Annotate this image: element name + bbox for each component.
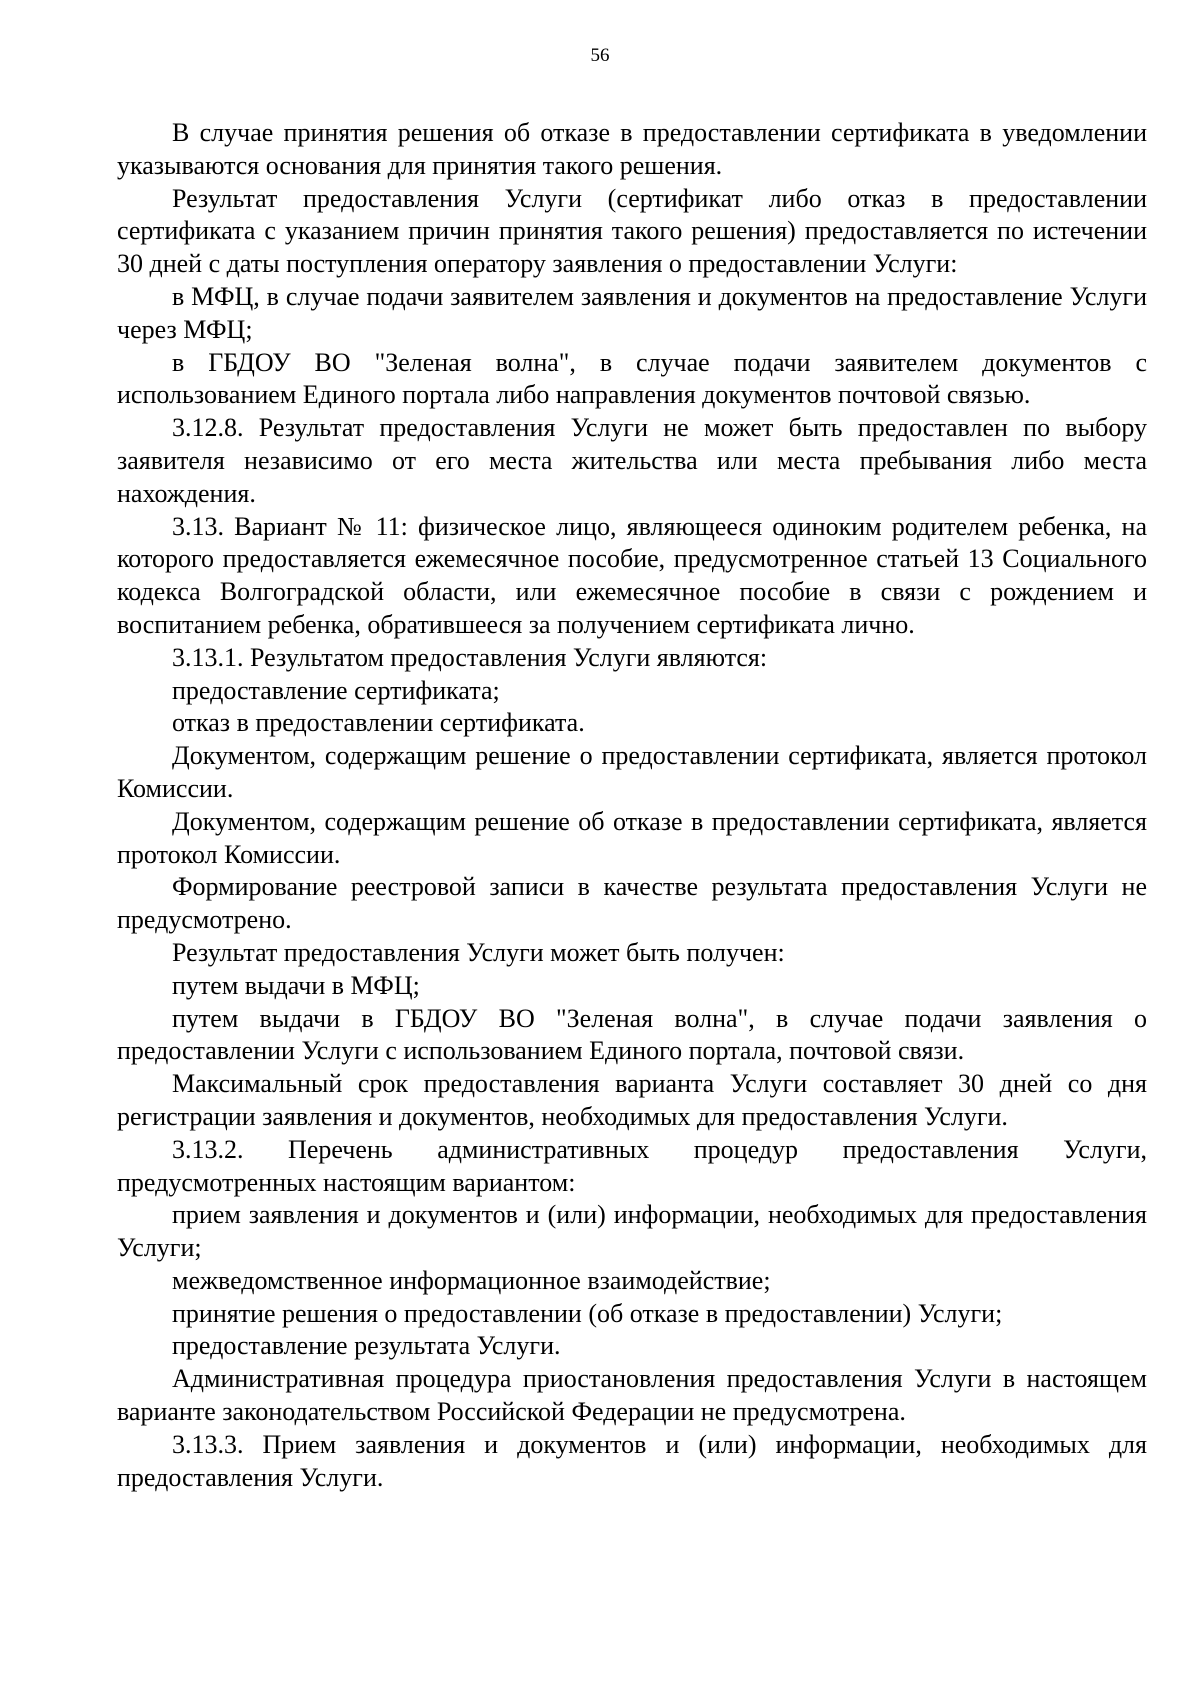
paragraph: Результат предоставления Услуги (сертификат либо отказ в предоставлении сертификата с указанием причин принятия такого решения) предоставляется по истечении 30 дней с даты поступления оператору заявления о предоставлении Услуги: <box>117 183 1147 279</box>
paragraph: путем выдачи в МФЦ; <box>172 970 420 1000</box>
paragraph: межведомственное информационное взаимодействие; <box>172 1265 771 1295</box>
paragraph: Документом, содержащим решение о предоставлении сертификата, является протокол Комиссии. <box>117 741 1147 803</box>
paragraph: 3.12.8. Результат предоставления Услуги не может быть предоставлен по выбору заявителя независимо от его места жительства или места пребывания либо места нахождения. <box>117 413 1147 508</box>
paragraph: 3.13.2. Перечень административных процедур предоставления Услуги, предусмотренных настоящим вариантом: <box>117 1134 1147 1197</box>
document-body <box>117 117 1147 1494</box>
paragraph: В случае принятия решения об отказе в предоставлении сертификата в уведомлении указываются основания для принятия такого решения. <box>117 118 1147 180</box>
paragraph: Формирование реестровой записи в качестве результата предоставления Услуги не предусмотрено. <box>117 872 1147 935</box>
paragraph: 3.13.3. Прием заявления и документов и (или) информации, необходимых для предоставления Услуги. <box>117 1429 1147 1492</box>
paragraph: предоставление сертификата; <box>172 675 500 705</box>
paragraph: в МФЦ, в случае подачи заявителем заявления и документов на предоставление Услуги через МФЦ; <box>117 281 1147 344</box>
paragraph: 3.13.1. Результатом предоставления Услуги являются: <box>172 642 768 672</box>
paragraph: в ГБДОУ ВО "Зеленая волна", в случае подачи заявителем документов с использованием Единого портала либо направления документов почтовой связью. <box>117 347 1147 410</box>
paragraph: Максимальный срок предоставления варианта Услуги составляет 30 дней со дня регистрации заявления и документов, необходимых для предоставления Услуги. <box>117 1069 1147 1131</box>
paragraph: Административная процедура приостановления предоставления Услуги в настоящем варианте законодательством Российской Федерации не предусмотрена. <box>117 1364 1147 1427</box>
paragraph: путем выдачи в ГБДОУ ВО "Зеленая волна", в случае подачи заявления о предоставлении Услуги с использованием Единого портала, почтовой связи. <box>117 1003 1147 1066</box>
paragraph: 3.13. Вариант № 11: физическое лицо, являющееся одиноким родителем ребенка, на которого предоставляется ежемесячное пособие, предусмотренное статьей 13 Социального кодекса Волгоградской области, или ежемесячное пособие в связи с рождением и воспитанием ребенка, обратившееся за получением сертификата лично. <box>117 511 1147 639</box>
paragraph: предоставление результата Услуги. <box>172 1331 561 1361</box>
paragraph: Документом, содержащим решение об отказе в предоставлении сертификата, является протокол Комиссии. <box>117 806 1147 869</box>
paragraph: отказ в предоставлении сертификата. <box>172 708 585 738</box>
paragraph: Результат предоставления Услуги может быть получен: <box>172 937 785 967</box>
paragraph: прием заявления и документов и (или) информации, необходимых для предоставления Услуги; <box>117 1200 1147 1263</box>
paragraph: принятие решения о предоставлении (об отказе в предоставлении) Услуги; <box>172 1298 1003 1328</box>
page-number: 56 <box>590 45 610 66</box>
